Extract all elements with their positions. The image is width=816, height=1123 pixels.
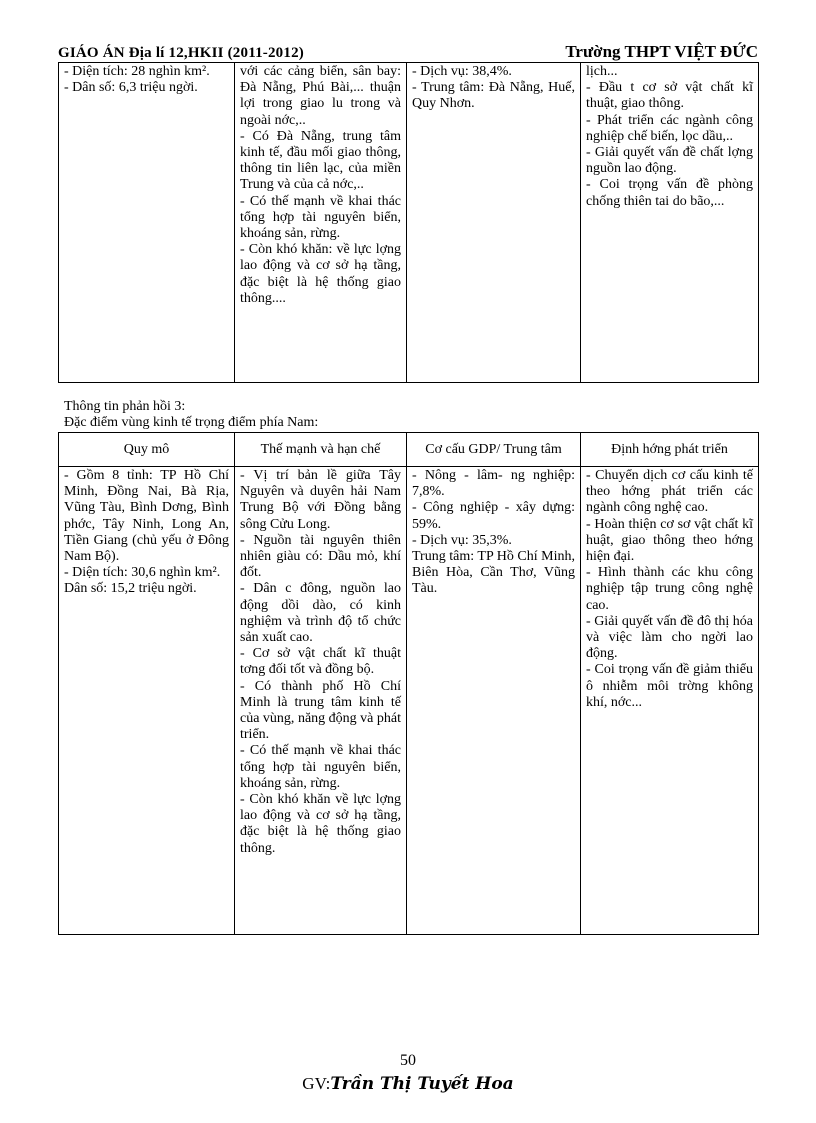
list-item: - Dân c đông, nguồn lao động dồi dào, có kinh nghiệm và trình độ tổ chức sản xuất cao.	[240, 581, 401, 646]
list-item: - Phát triển các ngành công nghiệp chế biến, lọc dầu,..	[586, 112, 753, 144]
direction-cell	[581, 467, 759, 935]
list-item: - Có thế mạnh về khai thác tổng hợp tài nguyên biển, khoáng sản, rừng.	[240, 743, 401, 791]
list-item: - Nguồn tài nguyên thiên nhiên giàu có: Dầu mỏ, khí đốt.	[240, 532, 401, 581]
school-name: Trường THPT VIỆT ĐỨC	[565, 42, 758, 61]
list-item: - Có thế mạnh về khai thác tổng hợp tài nguyên biển, khoáng sản, rừng.	[240, 193, 401, 242]
list-item: - Coi trọng vấn đề giảm thiểu ô nhiễm môi trờng không khí, nớc...	[586, 662, 753, 710]
southern-region-table	[58, 432, 759, 935]
lesson-plan-title: GIÁO ÁN Địa lí 12,HKII (2011-2012)	[58, 45, 304, 61]
list-item: - Cơ sở vật chất kĩ thuật tơng đối tốt và đồng bộ.	[240, 646, 401, 678]
list-item: - Chuyển dịch cơ cấu kinh tế theo hớng phát triển các ngành công nghệ cao.	[586, 468, 753, 516]
column-header: Quy mô	[59, 433, 235, 467]
list-item: - Còn khó khăn: về lực lợng lao động và cơ sở hạ tầng, đặc biệt là hệ thống giao thông....	[240, 242, 401, 306]
list-item: - Giải quyết vấn đề chất lợng nguồn lao động.	[586, 145, 753, 177]
scale-cell	[59, 467, 235, 935]
table-row	[59, 467, 759, 935]
list-item: - Diện tích: 30,6 nghìn km².	[64, 565, 221, 581]
direction-cell	[581, 63, 759, 383]
column-header: Thế mạnh và hạn chế	[235, 433, 407, 467]
list-item: - Công nghiệp - xây dựng: 59%.	[412, 500, 575, 532]
list-item: - Gồm 8 tỉnh: TP Hồ Chí Minh, Đồng Nai, Bà Rịa, Vũng Tàu, Bình Dơng, Bình phớc, Tây Ninh, Long An, Tiền Giang (chủ yếu ở Đông Nam Bộ).	[64, 468, 229, 565]
central-region-table	[58, 62, 759, 383]
list-item: - Nông - lâm- ng nghiệp: 7,8%.	[412, 468, 575, 500]
list-item: Trung tâm: TP Hồ Chí Minh, Biên Hòa, Cần Thơ, Vũng Tàu.	[412, 549, 575, 597]
table-row	[59, 63, 759, 383]
list-item: - Hình thành các khu công nghiệp tập trung công nghệ cao.	[586, 565, 753, 613]
region-heading: Đặc điểm vùng kinh tế trọng điểm phía Nam:	[64, 415, 319, 430]
gv-label: GV:	[302, 1074, 331, 1093]
list-item: - Có Đà Nẵng, trung tâm kinh tế, đầu mối giao thông, thông tin liên lạc, của miền Trung và của cả nớc,..	[240, 128, 401, 193]
list-item: - Có thành phố Hồ Chí Minh là trung tâm kinh tế của vùng, năng động và phát triển.	[240, 678, 401, 743]
strengths-cell	[235, 63, 407, 383]
scale-cell	[59, 63, 235, 383]
column-header: Định hớng phát triển	[581, 433, 759, 467]
teacher-signature	[0, 1074, 816, 1094]
list-item: lịch...	[586, 64, 618, 79]
list-item: - Hoàn thiện cơ sơ vật chất kĩ huật, giao thông theo hớng hiện đại.	[586, 516, 753, 565]
list-item: - Dịch vụ: 38,4%.	[412, 64, 512, 79]
population-line: - Dân số: 6,3 triệu ngời.	[64, 80, 198, 96]
list-item: - Trung tâm: Đà Nẵng, Huế, Quy Nhơn.	[412, 80, 575, 112]
gdp-cell	[407, 467, 581, 935]
page-header	[58, 40, 758, 62]
list-item: với các cảng biển, sân bay: Đà Nẵng, Phú Bài,... thuận lợi trong giao lu trong và ngoài nớc,..	[240, 64, 401, 128]
feedback-heading: Thông tin phản hồi 3:	[64, 399, 186, 414]
page-number: 50	[400, 1052, 416, 1069]
strengths-cell	[235, 467, 407, 935]
gdp-cell	[407, 63, 581, 383]
list-item: - Còn khó khăn về lực lợng lao động và cơ sở hạ tầng, đặc biệt là hệ thống giao thông.	[240, 792, 401, 856]
column-header: Cơ cấu GDP/ Trung tâm	[407, 433, 581, 467]
list-item: - Giải quyết vấn đề đô thị hóa và việc làm cho ngời lao động.	[586, 613, 753, 662]
list-item: - Dịch vụ: 35,3%.	[412, 532, 512, 548]
table-header-row	[59, 433, 759, 467]
area-line: - Diện tích: 28 nghìn km².	[64, 64, 210, 79]
list-item: - Đầu t cơ sở vật chất kĩ thuật, giao thông.	[586, 80, 753, 112]
teacher-name: Trần Thị Tuyết Hoa	[330, 1074, 514, 1094]
list-item: Dân số: 15,2 triệu ngời.	[64, 581, 197, 597]
list-item: - Coi trọng vấn đề phòng chống thiên tai do bão,...	[586, 177, 753, 209]
list-item: - Vị trí bản lề giữa Tây Nguyên và duyên hải Nam Trung Bộ với Đồng bằng sông Cửu Long.	[240, 468, 401, 532]
